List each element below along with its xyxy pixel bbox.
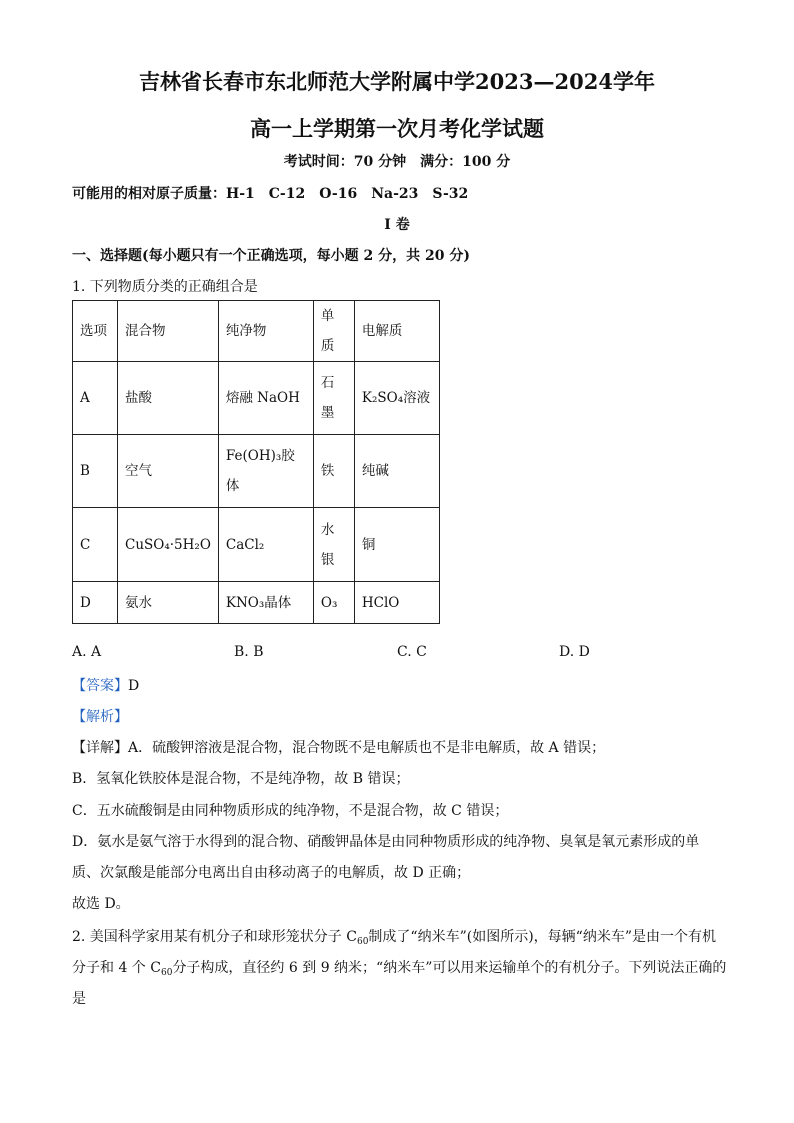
option-cell: B	[73, 435, 118, 508]
table-header-row	[73, 301, 440, 362]
question-2-line-1	[72, 926, 716, 946]
detail-line-b: B．氢氧化铁胶体是混合物，不是纯净物，故 B 错误；	[72, 771, 410, 787]
conclusion: 故选 D。	[72, 896, 130, 912]
electrolyte-cell: K₂SO₄溶液	[354, 362, 439, 435]
header-cell: 混合物	[118, 301, 219, 362]
answer-value: D	[128, 678, 140, 694]
table-row	[73, 582, 440, 624]
element-cell: 水银	[313, 508, 354, 582]
section-heading: 一、选择题(每小题只有一个正确选项，每小题 2 分，共 20 分)	[72, 248, 470, 264]
header-cell: 选项	[73, 301, 118, 362]
header-cell: 纯净物	[218, 301, 313, 362]
detail-line-d2: 质、次氯酸是能部分电离出自由移动离子的电解质，故 D 正确；	[72, 865, 471, 881]
classification-table	[72, 300, 440, 624]
mixture-cell: 氨水	[118, 582, 219, 624]
pure-substance-cell: CaCl₂	[218, 508, 313, 582]
title-line-1: 吉林省长春市东北师范大学附属中学2023—2024学年	[139, 69, 655, 94]
question-2-line-3: 是	[72, 991, 86, 1007]
option-cell: C	[73, 508, 118, 582]
choice-d: D. D	[559, 644, 590, 660]
element-cell: 石墨	[313, 362, 354, 435]
choice-b: B. B	[234, 644, 264, 660]
q2-text: 2. 美国科学家用某有机分子和球形笼状分子 C	[72, 929, 357, 945]
electrolyte-cell: HClO	[354, 582, 439, 624]
pure-substance-cell: Fe(OH)₃胶体	[218, 435, 313, 508]
choice-a: A. A	[72, 644, 102, 660]
mixture-cell: 盐酸	[118, 362, 219, 435]
choice-c: C. C	[397, 644, 427, 660]
pure-substance-cell: KNO₃晶体	[218, 582, 313, 624]
electrolyte-cell: 纯碱	[354, 435, 439, 508]
subscript-60: 60	[160, 968, 173, 978]
mixture-cell: CuSO₄·5H₂O	[118, 508, 219, 582]
detail-line-d1: D．氨水是氨气溶于水得到的混合物、硝酸钾晶体是由同种物质形成的纯净物、臭氧是氧元素形成的单	[72, 834, 700, 850]
electrolyte-cell: 铜	[354, 508, 439, 582]
volume-heading: I 卷	[384, 217, 410, 233]
table-row	[73, 362, 440, 435]
q2-text: 分子构成，直径约 6 到 9 纳米；“纳米车”可以用来运输单个的有机分子。下列说法正确的	[172, 960, 727, 976]
mixture-cell: 空气	[118, 435, 219, 508]
analysis-tag: 【解析】	[72, 709, 128, 725]
detail-line-c: C．五水硫酸铜是由同种物质形成的纯净物，不是混合物，故 C 错误；	[72, 803, 509, 819]
q2-text: 分子和 4 个 C	[72, 960, 161, 976]
pure-substance-cell: 熔融 NaOH	[218, 362, 313, 435]
exam-info: 考试时间：70 分钟 满分：100 分	[283, 154, 511, 170]
option-cell: D	[73, 582, 118, 624]
element-cell: 铁	[313, 435, 354, 508]
table-row	[73, 435, 440, 508]
detail-line-a	[72, 737, 605, 757]
subscript-60: 60	[356, 937, 369, 947]
q2-text: 制成了“纳米车”(如图所示)，每辆“纳米车”是由一个有机	[368, 929, 716, 945]
header-cell: 电解质	[354, 301, 439, 362]
question-2-line-2	[72, 957, 726, 977]
element-cell: O₃	[313, 582, 354, 624]
header-cell: 单质	[313, 301, 354, 362]
answer-tag: 【答案】	[72, 678, 128, 694]
answer-line	[72, 675, 139, 695]
detail-text-a: A．硫酸钾溶液是混合物，混合物既不是电解质也不是非电解质，故 A 错误；	[128, 740, 606, 756]
question-1-stem: 1. 下列物质分类的正确组合是	[72, 279, 258, 295]
detail-tag: 【详解】	[72, 740, 128, 756]
title-line-2: 高一上学期第一次月考化学试题	[250, 116, 544, 141]
atomic-masses: 可能用的相对原子质量：H-1 C-12 O-16 Na-23 S-32	[72, 186, 469, 202]
option-cell: A	[73, 362, 118, 435]
table-row	[73, 508, 440, 582]
